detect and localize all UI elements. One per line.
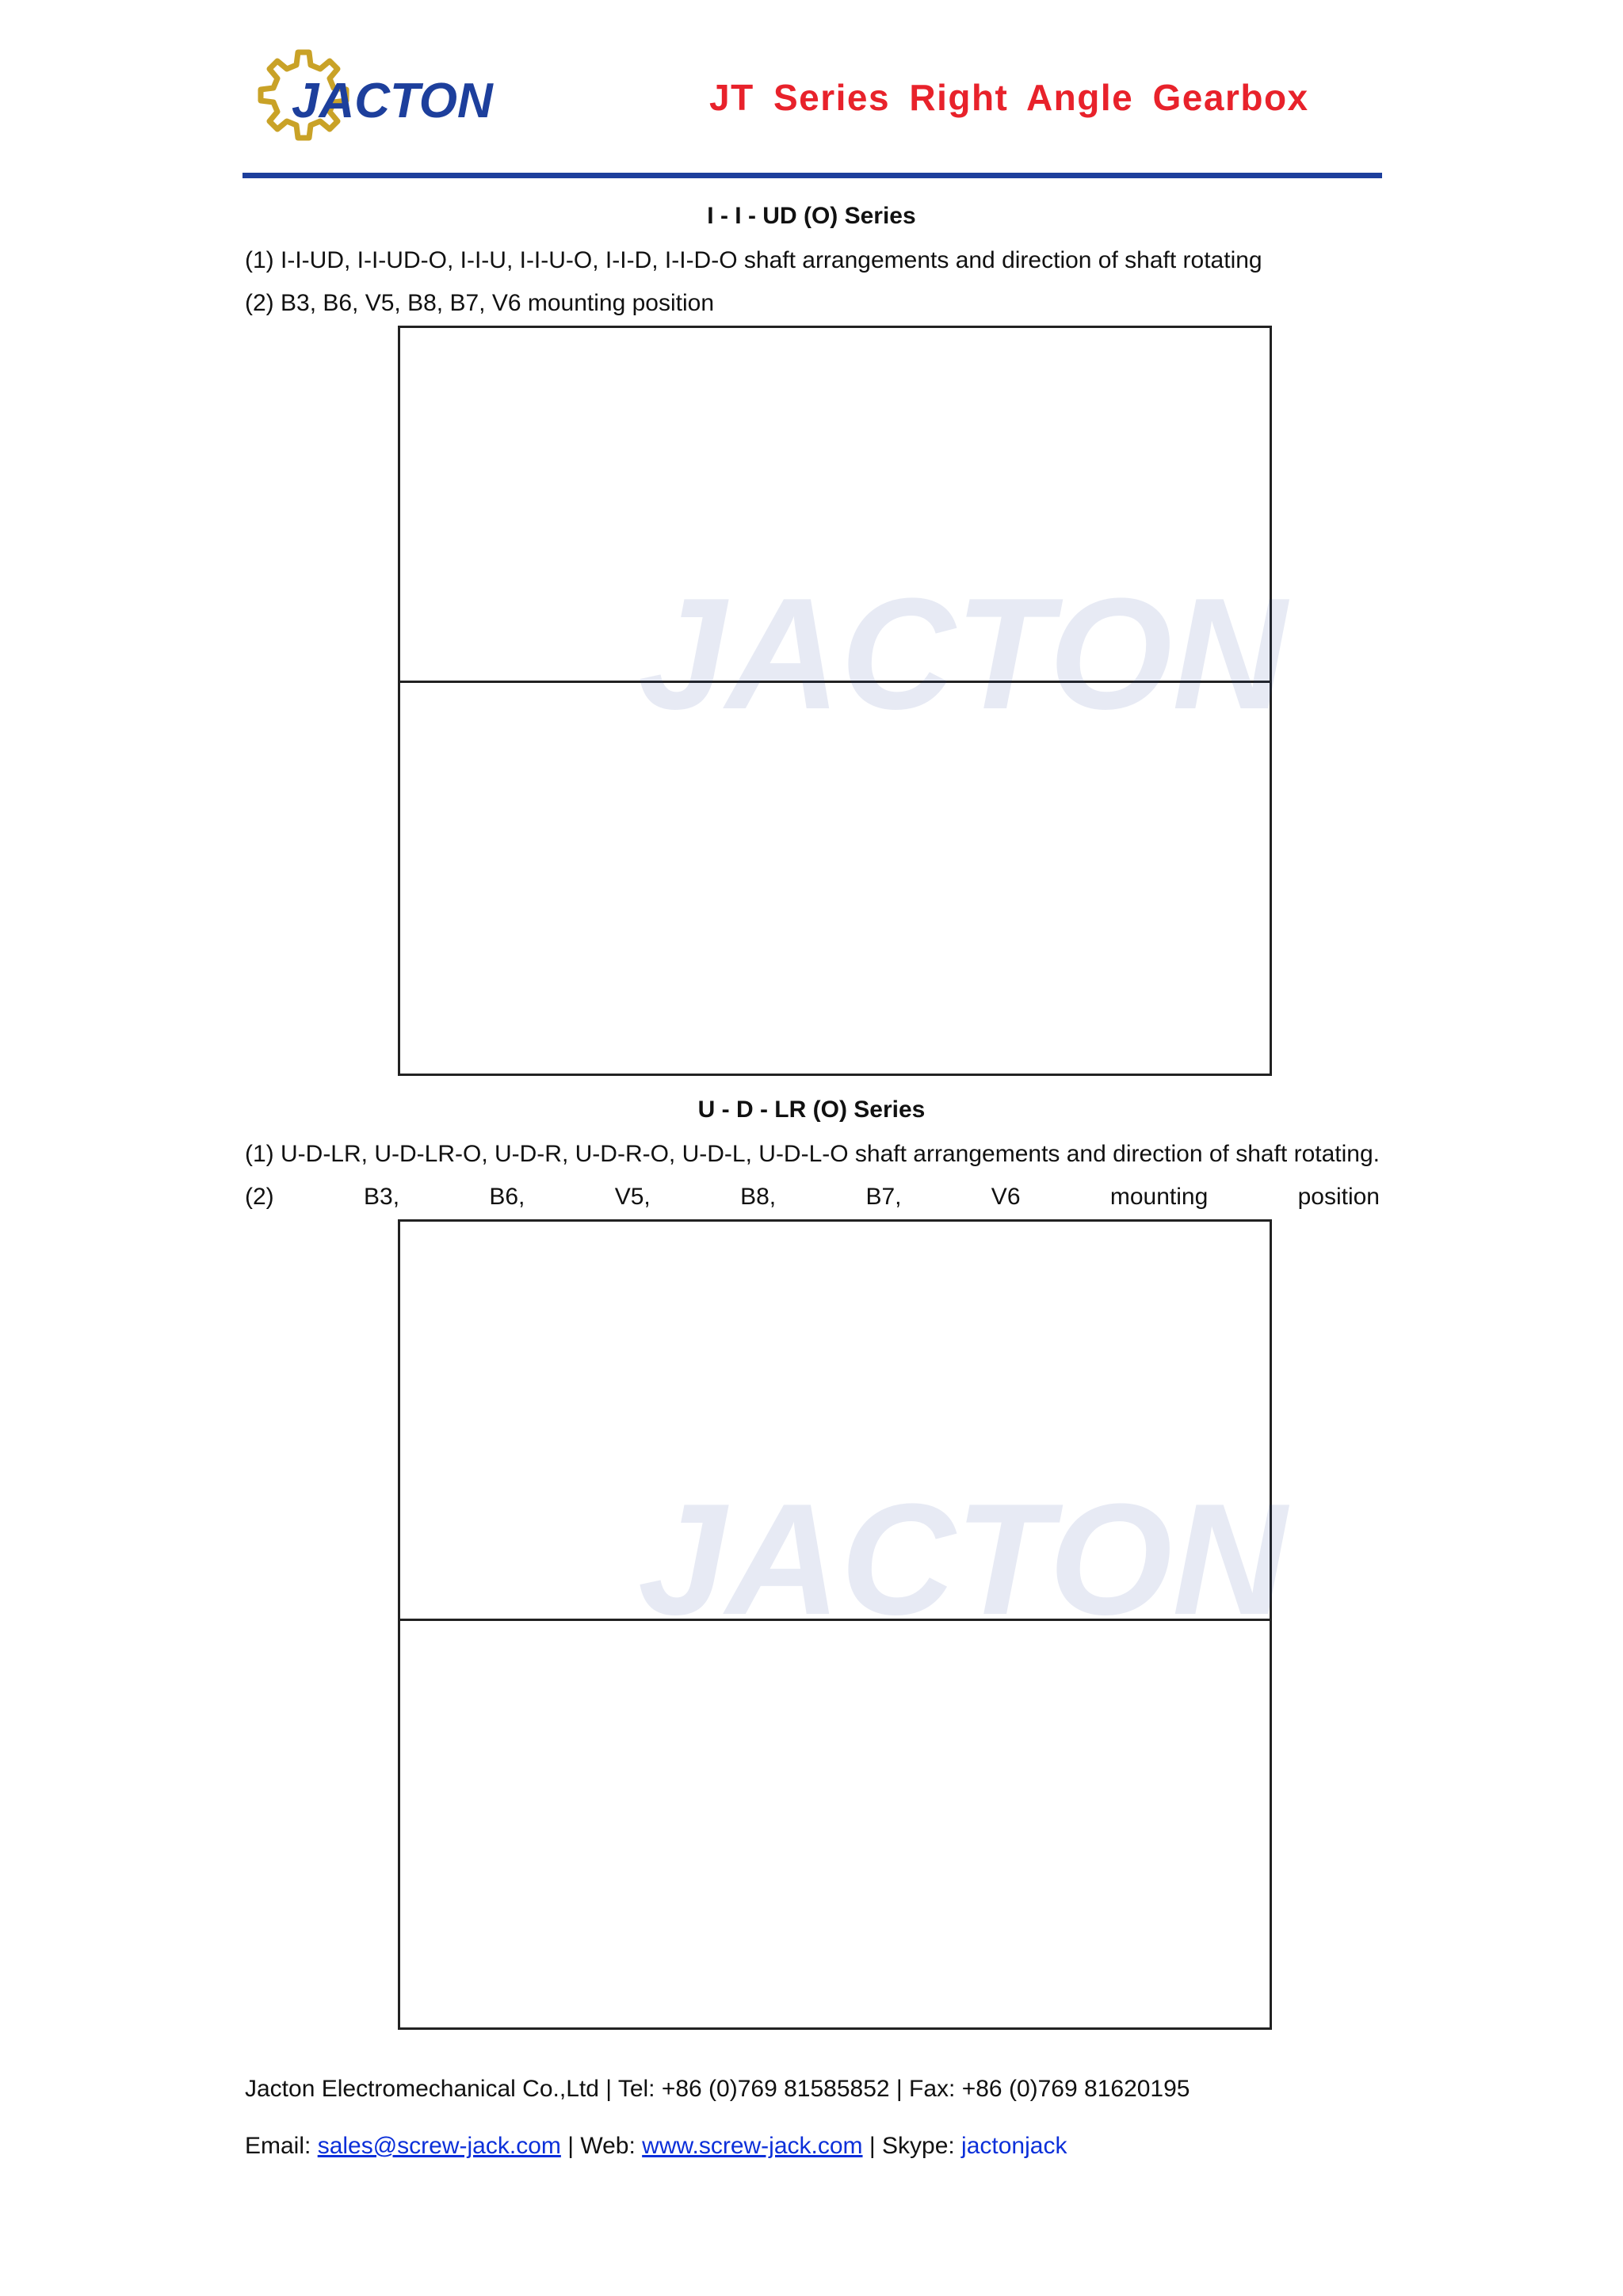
footer-company: Jacton Electromechanical Co.,Ltd | Tel: +86 (0)769 81585852 | Fax: +86 (0)769 81620195 [245,2076,1190,2102]
section1-line1: (1) I-I-UD, I-I-UD-O, I-I-U, I-I-U-O, I-I-D, I-I-D-O shaft arrangements and direction of shaft rotating [245,247,1262,273]
skype-id[interactable]: jactonjack [961,2133,1067,2159]
svg-text:JACTON: JACTON [292,74,493,128]
figure-divider [400,681,1270,683]
section1-line2: (2) B3, B6, V5, B8, B7, V6 mounting position [245,290,715,316]
email-label: Email: [245,2133,318,2159]
figure-panel-1 [398,326,1287,1076]
section2-title: U - D - LR (O) Series [697,1097,926,1123]
header-divider [242,173,1382,178]
skype-label: | Skype: [862,2133,962,2159]
section1-title: I - I - UD (O) Series [707,203,916,229]
footer-contact [245,2133,1067,2160]
figure-divider [400,1619,1270,1621]
watermark-logo-icon [527,1455,1287,1661]
gear-logo-icon [242,44,493,154]
watermark-text: JACTON [638,1471,1287,1648]
email-link[interactable]: sales@screw-jack.com [317,2133,561,2159]
figure-panel-2 [398,1219,1287,2030]
jacton-logo [242,44,493,154]
watermark-logo-icon [527,550,1287,756]
web-link[interactable]: www.screw-jack.com [642,2133,863,2159]
section2-paragraph: (1) U-D-LR, U-D-LR-O, U-D-R, U-D-R-O, U-D-L, U-D-L-O shaft arrangements and direction of shaft rotating. (2) B3, B6, V5, B8, B7, V6 mounting position [245,1141,1380,1210]
web-label: | Web: [560,2133,643,2159]
page-title: JT Series Right Angle Gearbox [709,77,1309,118]
watermark-text: JACTON [638,566,1287,742]
